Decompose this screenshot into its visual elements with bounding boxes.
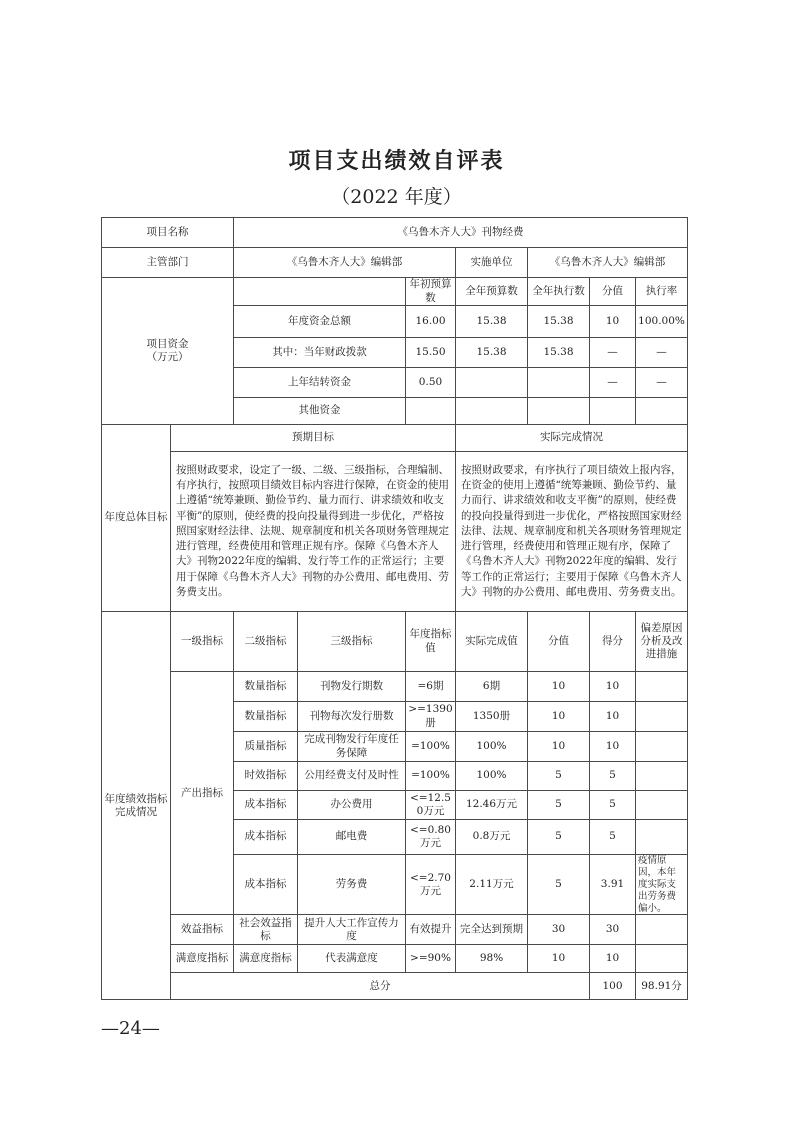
funds-cell — [528, 368, 590, 398]
indicator-note — [636, 672, 688, 702]
funds-cell — [528, 398, 590, 425]
page-title: 项目支出绩效自评表 — [288, 149, 505, 174]
funds-cell: — — [636, 368, 688, 398]
funds-row-label: 年度资金总额 — [234, 306, 406, 338]
indicator-note — [636, 945, 688, 973]
page-subtitle: （2022 年度） — [331, 186, 462, 208]
indicator-score: 10 — [528, 732, 590, 762]
funds-cell: 15.38 — [528, 306, 590, 338]
funds-header-score-value: 分值 — [590, 278, 636, 306]
satisfaction-indicator-row — [102, 945, 688, 973]
self-evaluation-table — [101, 217, 688, 1000]
funds-header-blank — [234, 278, 406, 306]
funds-cell: 10 — [590, 306, 636, 338]
funds-cell — [456, 368, 528, 398]
funds-header-annual-budget: 全年预算数 — [456, 278, 528, 306]
indicator-header-got: 得分 — [590, 612, 636, 672]
funds-label-line1: 项目资金 — [146, 337, 189, 350]
indicator-level2: 成本指标 — [234, 820, 298, 855]
goals-content-row — [102, 452, 688, 612]
funds-cell: 16.00 — [406, 306, 456, 338]
funds-label-line2: （万元） — [146, 351, 189, 363]
funds-cell — [406, 398, 456, 425]
page-number: —24— — [101, 1018, 160, 1039]
indicator-target: =100% — [406, 762, 456, 791]
indicator-actual: 2.11万元 — [456, 855, 528, 915]
funds-cell: — — [636, 338, 688, 368]
indicator-got: 10 — [590, 945, 636, 973]
indicator-header-target: 年度指标值 — [406, 612, 456, 672]
department-value: 《乌鲁木齐人大》编辑部 — [234, 248, 456, 278]
funds-header-exec-rate: 执行率 — [636, 278, 688, 306]
indicator-header-score: 分值 — [528, 612, 590, 672]
indicator-target: =100% — [406, 732, 456, 762]
indicator-level3: 劳务费 — [298, 855, 406, 915]
funds-cell — [636, 398, 688, 425]
indicator-note: 疫情原因，本年度实际支出劳务费偏小。 — [636, 855, 688, 915]
department-label: 主管部门 — [102, 248, 234, 278]
indicator-target: <=0.80万元 — [406, 820, 456, 855]
indicator-note — [636, 732, 688, 762]
funds-row-label: 上年结转资金 — [234, 368, 406, 398]
indicator-row — [102, 672, 688, 702]
indicator-note — [636, 762, 688, 791]
indicator-score: 5 — [528, 855, 590, 915]
level1-satisfaction: 满意度指标 — [171, 945, 234, 973]
indicator-got: 5 — [590, 820, 636, 855]
actual-completion-header: 实际完成情况 — [456, 425, 688, 452]
effect-indicator-row — [102, 915, 688, 945]
funds-cell: 15.38 — [456, 306, 528, 338]
funds-cell: 15.38 — [456, 338, 528, 368]
funds-cell: 100.00% — [636, 306, 688, 338]
project-name-value: 《乌鲁木齐人大》刊物经费 — [234, 218, 688, 248]
indicator-level3: 完成刊物发行年度任务保障 — [298, 732, 406, 762]
indicator-score: 5 — [528, 791, 590, 820]
indicator-got: 10 — [590, 672, 636, 702]
indicator-score: 5 — [528, 762, 590, 791]
indicator-target: <=2.70万元 — [406, 855, 456, 915]
indicator-actual: 12.46万元 — [456, 791, 528, 820]
funds-cell — [590, 398, 636, 425]
project-name-row — [102, 218, 688, 248]
indicator-got: 30 — [590, 915, 636, 945]
indicator-got: 5 — [590, 791, 636, 820]
indicator-note — [636, 915, 688, 945]
indicator-header-row — [102, 612, 688, 672]
indicator-target: 有效提升 — [406, 915, 456, 945]
indicator-level3: 公用经费支付及时性 — [298, 762, 406, 791]
indicator-header-note: 偏差原因分析及改进措施 — [636, 612, 688, 672]
indicator-got: 3.91 — [590, 855, 636, 915]
total-score: 100 — [590, 973, 636, 1000]
implementing-unit-value: 《乌鲁木齐人大》编辑部 — [528, 248, 688, 278]
indicator-level3: 刊物发行期数 — [298, 672, 406, 702]
funds-cell: — — [590, 338, 636, 368]
indicator-actual: 0.8万元 — [456, 820, 528, 855]
indicator-got: 5 — [590, 762, 636, 791]
annual-goal-label: 年度总体目标 — [102, 425, 171, 612]
indicator-level2: 数量指标 — [234, 702, 298, 732]
indicator-target: =6期 — [406, 672, 456, 702]
indicator-note — [636, 791, 688, 820]
project-name-label: 项目名称 — [102, 218, 234, 248]
total-got: 98.91分 — [636, 973, 688, 1000]
indicator-score: 5 — [528, 820, 590, 855]
indicator-level2: 满意度指标 — [234, 945, 298, 973]
funds-cell: 15.38 — [528, 338, 590, 368]
indicator-level3: 办公费用 — [298, 791, 406, 820]
indicator-actual: 100% — [456, 762, 528, 791]
funds-header-annual-executed: 全年执行数 — [528, 278, 590, 306]
indicator-score: 30 — [528, 915, 590, 945]
indicator-section-label: 年度绩效指标完成情况 — [102, 612, 171, 1000]
funds-cell: — — [590, 368, 636, 398]
level1-effect: 效益指标 — [171, 915, 234, 945]
indicator-level3: 代表满意度 — [298, 945, 406, 973]
indicator-header-level2: 二级指标 — [234, 612, 298, 672]
funds-header-row — [102, 278, 688, 306]
indicator-score: 10 — [528, 945, 590, 973]
funds-label — [102, 278, 234, 425]
expected-goal-text: 按照财政要求，设定了一级、二级、三级指标，合理编制、有序执行，按照项目绩效目标内容进行保障，在资金的使用上遵循“统筹兼顾、勤俭节约、量力而行、讲求绩效和收支平衡”的原则，使经费的投向投量得到进一步优化，严格按照国家财经法律、法规、规章制度和机关各项财务管理规定进行管理，经费使用和管理正规有序。保障《乌鲁木齐人大》刊物2022年度的编辑、发行等工作的正常运行；主要用于保障《乌鲁木齐人大》刊物的办公费用、邮电费用、劳务费支出。 — [171, 452, 456, 612]
department-row — [102, 248, 688, 278]
indicator-note — [636, 702, 688, 732]
indicator-actual: 6期 — [456, 672, 528, 702]
funds-cell: 0.50 — [406, 368, 456, 398]
indicator-header-level3: 三级指标 — [298, 612, 406, 672]
total-row — [102, 973, 688, 1000]
funds-cell: 15.50 — [406, 338, 456, 368]
indicator-level3: 邮电费 — [298, 820, 406, 855]
implementing-unit-label: 实施单位 — [456, 248, 528, 278]
indicator-header-actual: 实际完成值 — [456, 612, 528, 672]
funds-header-initial-budget: 年初预算数 — [406, 278, 456, 306]
indicator-level3: 提升人大工作宣传力度 — [298, 915, 406, 945]
indicator-score: 10 — [528, 672, 590, 702]
indicator-header-level1: 一级指标 — [171, 612, 234, 672]
goals-header-row — [102, 425, 688, 452]
indicator-actual: 98% — [456, 945, 528, 973]
actual-completion-text: 按照财政要求，有序执行了项目绩效上报内容，在资金的使用上遵循“统筹兼顾、勤俭节约、量力而行、讲求绩效和收支平衡”的原则，使经费的投向投量得到进一步优化，严格按照国家财经法律、法规、规章制度和机关各项财务管理规定进行管理，经费使用和管理正规有序，保障了《乌鲁木齐人大》刊物2022年度的编辑、发行等工作的正常运行；主要用于保障《乌鲁木齐人大》刊物的办公费用、邮电费用、劳务费支出。 — [456, 452, 688, 612]
indicator-level2: 社会效益指标 — [234, 915, 298, 945]
indicator-score: 10 — [528, 702, 590, 732]
funds-cell — [456, 398, 528, 425]
indicator-actual: 完全达到预期 — [456, 915, 528, 945]
indicator-actual: 1350册 — [456, 702, 528, 732]
indicator-target: <=12.50万元 — [406, 791, 456, 820]
total-label: 总分 — [171, 973, 590, 1000]
level1-output: 产出指标 — [171, 672, 234, 915]
indicator-level2: 数量指标 — [234, 672, 298, 702]
indicator-got: 10 — [590, 702, 636, 732]
indicator-target: >=1390册 — [406, 702, 456, 732]
funds-row-label: 其中：当年财政拨款 — [234, 338, 406, 368]
indicator-actual: 100% — [456, 732, 528, 762]
indicator-note — [636, 820, 688, 855]
expected-goal-header: 预期目标 — [171, 425, 456, 452]
indicator-level2: 成本指标 — [234, 855, 298, 915]
indicator-level2: 成本指标 — [234, 791, 298, 820]
indicator-target: >=90% — [406, 945, 456, 973]
indicator-got: 10 — [590, 732, 636, 762]
indicator-level2: 时效指标 — [234, 762, 298, 791]
funds-row-label: 其他资金 — [234, 398, 406, 425]
indicator-level2: 质量指标 — [234, 732, 298, 762]
indicator-level3: 刊物每次发行册数 — [298, 702, 406, 732]
